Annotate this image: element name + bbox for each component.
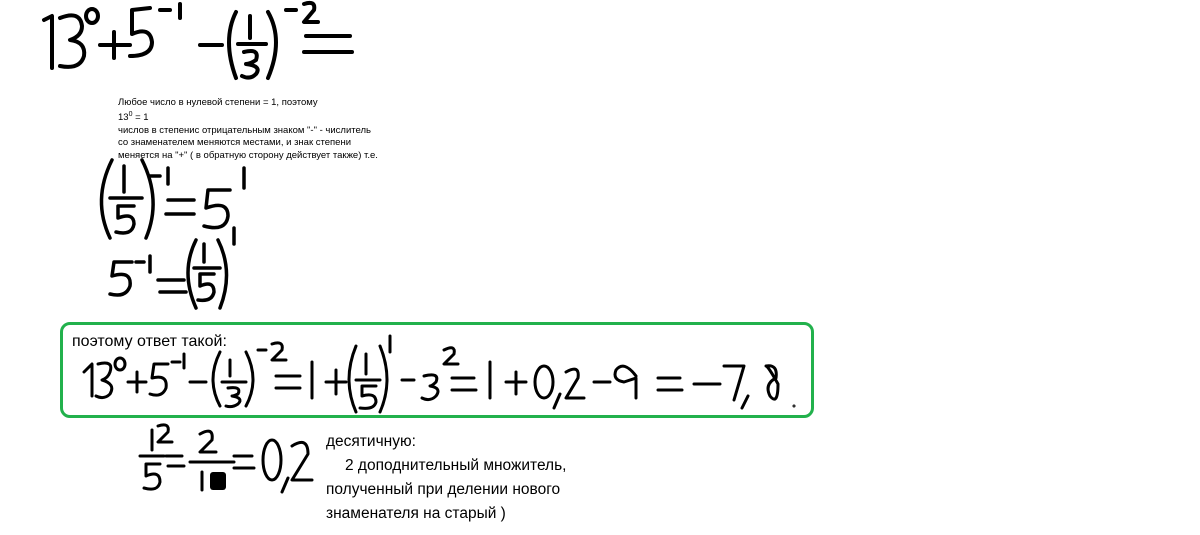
handwritten-decimal-conversion: [140, 425, 312, 492]
note-line-4: со знаменателем меняются местами, и знак степени: [118, 137, 352, 149]
note-line-2-exponent: 0: [128, 111, 133, 119]
handwritten-rule-example-1: [101, 160, 244, 238]
handwritten-problem: [44, 3, 352, 78]
decimal-side-note: [326, 430, 567, 526]
side-note-line-3: полученный при делении нового: [326, 481, 561, 498]
note-line-3: числов в степенис отрицательным знаком "-" - числитель: [118, 124, 371, 136]
note-line-2-base: 13: [118, 112, 129, 124]
note-line-5: меняется на "+" ( в обратную сторону действует также) т.е.: [118, 149, 378, 161]
note-line-2-rest: = 1: [135, 112, 149, 124]
note-line-2: [118, 109, 418, 125]
side-note-line-2: 2 доподнительный множитель,: [345, 457, 567, 474]
note-line-1: Любое число в нулевой степени = 1, поэтому: [118, 97, 318, 108]
side-note-line-1: десятичную:: [326, 433, 416, 450]
answer-label: поэтому ответ такой:: [72, 333, 227, 350]
side-note-line-4: знаменателя на старый ): [326, 505, 506, 522]
handwritten-rule-example-2: [110, 228, 234, 308]
rule-explanation-note: [118, 97, 418, 162]
